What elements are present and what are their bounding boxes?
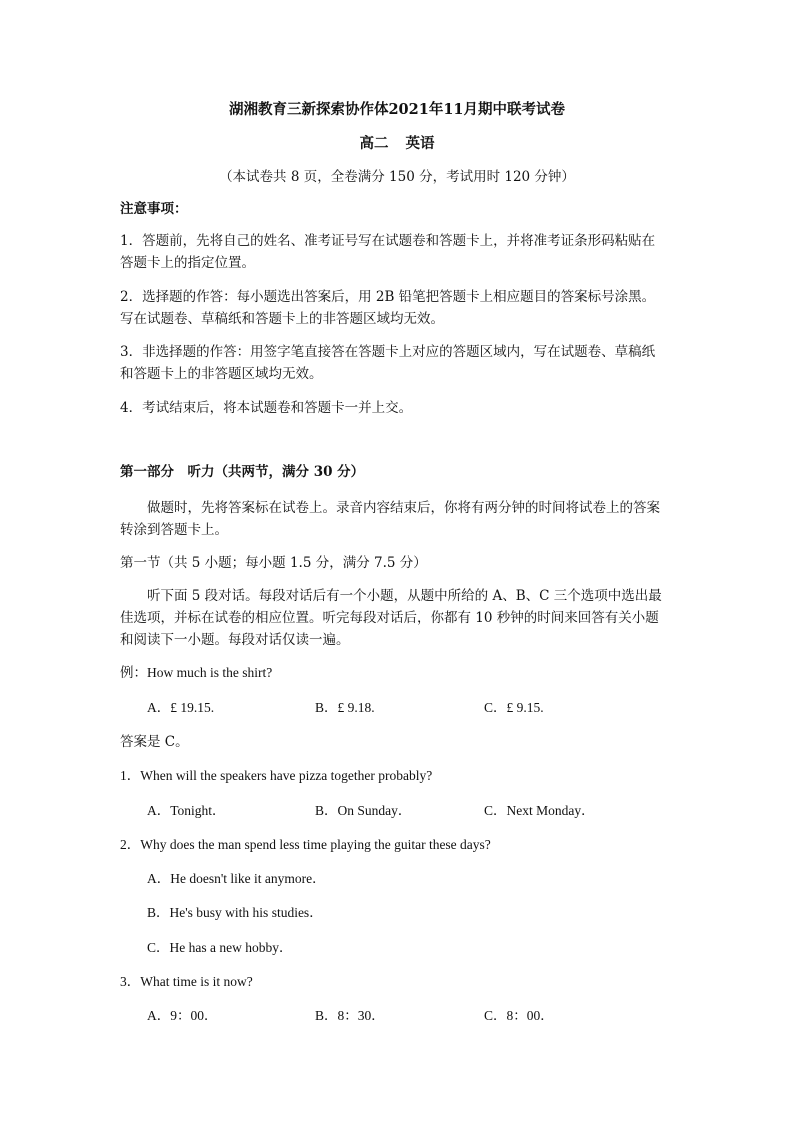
exam-meta: （本试卷共 8 页，全卷满分 150 分，考试用时 120 分钟）	[219, 169, 575, 185]
question-1: 1．When will the speakers have pizza together probably?	[120, 768, 433, 783]
q1-option-b: B．On Sunday．	[315, 803, 412, 818]
exam-title: 湖湘教育三新探索协作体2021年11月期中联考试卷	[228, 101, 566, 118]
exam-subtitle	[0, 132, 794, 153]
q3-option-a: A．9：00．	[147, 1008, 218, 1023]
example-option-a: A．£ 19.15.	[147, 700, 215, 715]
notice-heading: 注意事项：	[120, 201, 188, 217]
q1-option-c: C．Next Monday．	[484, 803, 595, 818]
example-option-c: C．£ 9.15.	[484, 700, 544, 715]
q3-option-c: C．8：00．	[484, 1008, 554, 1023]
q2-option-b: B．He's busy with his studies．	[147, 905, 323, 920]
q2-option-a: A．He doesn't like it anymore．	[147, 871, 326, 886]
question-3: 3．What time is it now?	[120, 974, 253, 989]
q1-option-a: A．Tonight．	[147, 803, 226, 818]
notice-item-4: 4．考试结束后，将本试题卷和答题卡一并上交。	[120, 400, 413, 416]
example-answer: 答案是 C。	[120, 734, 189, 750]
section1-intro: 听下面 5 段对话。每段对话后有一个小题，从题中所给的 A、B、C 三个选项中选出最 佳选项，并标在试卷的相应位置。听完每段对话后，你都有 10 秒钟的时间来回答有关小题 和阅读下一小题。每段对话仅读一遍。	[120, 588, 662, 648]
q3-option-b: B．8：30．	[315, 1008, 385, 1023]
example-option-b: B．£ 9.18.	[315, 700, 375, 715]
subject-label: 英语	[405, 135, 435, 152]
example-question: 例：How much is the shirt?	[120, 665, 273, 680]
notice-item-3: 3．非选择题的作答：用签字笔直接答在答题卡上对应的答题区域内，写在试题卷、草稿纸 和答题卡上的非答题区域均无效。	[120, 344, 656, 382]
section1-heading: 第一节（共 5 小题；每小题 1.5 分，满分 7.5 分）	[120, 555, 427, 571]
notice-item-1: 1．答题前，先将自己的姓名、准考证号写在试题卷和答题卡上，并将准考证条形码粘贴在 答题卡上的指定位置。	[120, 233, 656, 271]
notice-item-2: 2．选择题的作答：每小题选出答案后，用 2B 铅笔把答题卡上相应题目的答案标号涂黑。 写在试题卷、草稿纸和答题卡上的非答题区域均无效。	[120, 289, 656, 327]
part1-heading: 第一部分 听力（共两节，满分 30 分）	[120, 464, 365, 480]
part1-intro: 做题时，先将答案标在试卷上。录音内容结束后，你将有两分钟的时间将试卷上的答案 转涂到答题卡上。	[120, 500, 660, 538]
grade-label: 高二	[359, 135, 389, 152]
q2-option-c: C．He has a new hobby．	[147, 940, 293, 955]
question-2: 2．Why does the man spend less time playing the guitar these days?	[120, 837, 491, 852]
